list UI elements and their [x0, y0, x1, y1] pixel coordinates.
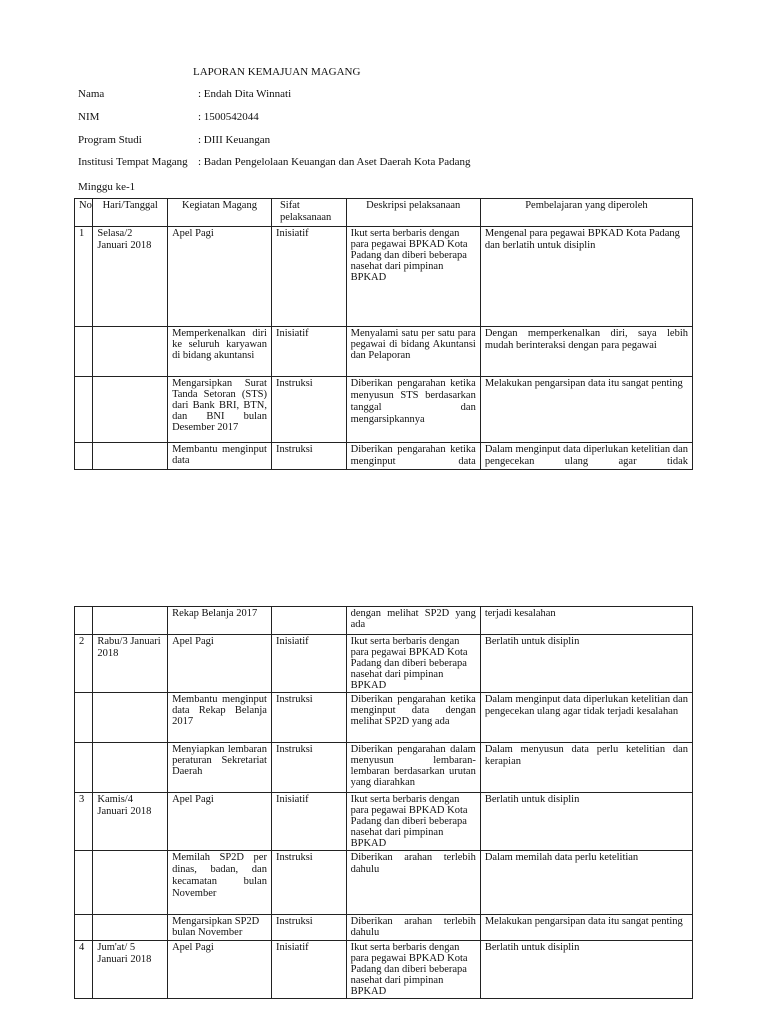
- cell-sifat: Instruksi: [271, 915, 346, 941]
- cell-no: [75, 743, 93, 793]
- cell-kegiatan: Memperkenalkan diri ke seluruh karyawan di bidang akuntansi: [168, 327, 272, 377]
- cell-day: [93, 743, 168, 793]
- cell-no: [75, 607, 93, 635]
- cell-day: [93, 377, 168, 443]
- cell-sifat: Inisiatif: [271, 327, 346, 377]
- cell-no: 4: [75, 941, 93, 999]
- cell-day: [93, 693, 168, 743]
- cell-pembelajaran: Dalam menyusun data perlu ketelitian dan kerapian: [480, 743, 692, 793]
- cell-day: [93, 327, 168, 377]
- cell-kegiatan: Menyiapkan lembaran peraturan Sekretariat Daerah: [168, 743, 272, 793]
- cell-no: [75, 377, 93, 443]
- header-pembelajaran: Pembelajaran yang diperoleh: [480, 199, 692, 227]
- cell-kegiatan: Apel Pagi: [168, 941, 272, 999]
- cell-deskripsi: Ikut serta berbaris dengan para pegawai BPKAD Kota Padang dan diberi beberapa nasehat dari pimpinan BPKAD: [346, 941, 480, 999]
- table-row: [75, 941, 693, 999]
- cell-sifat: Instruksi: [271, 851, 346, 915]
- cell-no: 1: [75, 227, 93, 327]
- cell-kegiatan: Membantu menginput data Rekap Belanja 2017: [168, 693, 272, 743]
- table-row: [75, 327, 693, 377]
- cell-kegiatan: Apel Pagi: [168, 635, 272, 693]
- table-row: [75, 635, 693, 693]
- cell-no: [75, 327, 93, 377]
- cell-deskripsi: dengan melihat SP2D yang ada: [346, 607, 480, 635]
- cell-pembelajaran: Melakukan pengarsipan data itu sangat penting: [480, 377, 692, 443]
- cell-no: 2: [75, 635, 93, 693]
- cell-no: [75, 851, 93, 915]
- cell-deskripsi: Diberikan arahan terlebih dahulu: [346, 851, 480, 915]
- cell-day: [93, 443, 168, 470]
- cell-day: Rabu/3 Januari 2018: [93, 635, 168, 693]
- cell-pembelajaran: Dalam menginput data diperlukan ketelitian dan pengecekan ulang agar tidak: [480, 443, 692, 470]
- table-header-row: [75, 199, 693, 227]
- cell-kegiatan: Rekap Belanja 2017: [168, 607, 272, 635]
- cell-day: Jum'at/ 5 Januari 2018: [93, 941, 168, 999]
- cell-kegiatan: Apel Pagi: [168, 793, 272, 851]
- cell-deskripsi: Diberikan arahan terlebih dahulu: [346, 915, 480, 941]
- table-row: [75, 607, 693, 635]
- cell-pembelajaran: Mengenal para pegawai BPKAD Kota Padang dan berlatih untuk disiplin: [480, 227, 692, 327]
- cell-deskripsi: Ikut serta berbaris dengan para pegawai BPKAD Kota Padang dan diberi beberapa nasehat dari pimpinan BPKAD: [346, 635, 480, 693]
- cell-sifat: Inisiatif: [271, 941, 346, 999]
- cell-pembelajaran: Dengan memperkenalkan diri, saya lebih mudah berinteraksi dengan para pegawai: [480, 327, 692, 377]
- table-row: [75, 851, 693, 915]
- cell-pembelajaran: Berlatih untuk disiplin: [480, 941, 692, 999]
- cell-deskripsi: Diberikan pengarahan ketika menginput data dengan melihat SP2D yang ada: [346, 693, 480, 743]
- report-title: LAPORAN KEMAJUAN MAGANG: [193, 66, 361, 78]
- meta-value: : Badan Pengelolaan Keuangan dan Aset Daerah Kota Padang: [198, 156, 471, 168]
- table-row: [75, 793, 693, 851]
- cell-kegiatan: Membantu menginput data: [168, 443, 272, 470]
- cell-deskripsi: Diberikan pengarahan ketika menyusun STS berdasarkan tanggal dan mengarsipkannya: [346, 377, 480, 443]
- cell-sifat: Instruksi: [271, 743, 346, 793]
- table-row: [75, 377, 693, 443]
- cell-no: [75, 693, 93, 743]
- table-row: [75, 227, 693, 327]
- cell-day: [93, 915, 168, 941]
- week-label: Minggu ke-1: [78, 181, 136, 193]
- meta-label: NIM: [78, 111, 100, 123]
- meta-label: Institusi Tempat Magang: [78, 156, 188, 168]
- cell-pembelajaran: terjadi kesalahan: [480, 607, 692, 635]
- cell-no: [75, 443, 93, 470]
- cell-deskripsi: Diberikan pengarahan ketika menginput data: [346, 443, 480, 470]
- meta-value: : Endah Dita Winnati: [198, 88, 292, 100]
- cell-sifat: Instruksi: [271, 693, 346, 743]
- cell-kegiatan: Mengarsipkan SP2D bulan November: [168, 915, 272, 941]
- cell-kegiatan: Memilah SP2D per dinas, badan, dan kecamatan bulan November: [168, 851, 272, 915]
- header-deskripsi: Deskripsi pelaksanaan: [346, 199, 480, 227]
- cell-deskripsi: Menyalami satu per satu para pegawai di bidang Akuntansi dan Pelaporan: [346, 327, 480, 377]
- cell-no: 3: [75, 793, 93, 851]
- cell-sifat: Inisiatif: [271, 793, 346, 851]
- table-row: [75, 743, 693, 793]
- cell-day: [93, 851, 168, 915]
- meta-value: : DIII Keuangan: [198, 134, 271, 146]
- cell-deskripsi: Ikut serta berbaris dengan para pegawai BPKAD Kota Padang dan diberi beberapa nasehat dari pimpinan BPKAD: [346, 793, 480, 851]
- header-no: No: [75, 199, 93, 227]
- cell-sifat: Inisiatif: [271, 227, 346, 327]
- cell-sifat: Inisiatif: [271, 635, 346, 693]
- cell-pembelajaran: Berlatih untuk disiplin: [480, 793, 692, 851]
- header-sifat: Sifat pelaksanaan: [271, 199, 346, 227]
- table-row: [75, 915, 693, 941]
- cell-sifat: [271, 607, 346, 635]
- cell-kegiatan: Mengarsipkan Surat Tanda Setoran (STS) dari Bank BRI, BTN, dan BNI bulan Desember 2017: [168, 377, 272, 443]
- cell-pembelajaran: Berlatih untuk disiplin: [480, 635, 692, 693]
- cell-pembelajaran: Melakukan pengarsipan data itu sangat penting: [480, 915, 692, 941]
- cell-day: [93, 607, 168, 635]
- cell-pembelajaran: Dalam memilah data perlu ketelitian: [480, 851, 692, 915]
- cell-deskripsi: Ikut serta berbaris dengan para pegawai BPKAD Kota Padang dan diberi beberapa nasehat dari pimpinan BPKAD: [346, 227, 480, 327]
- activity-table-page-1: [74, 198, 693, 470]
- cell-pembelajaran: Dalam menginput data diperlukan ketelitian dan pengecekan ulang agar tidak terjadi kesalahan: [480, 693, 692, 743]
- meta-label: Program Studi: [78, 134, 142, 146]
- cell-kegiatan: Apel Pagi: [168, 227, 272, 327]
- header-kegiatan: Kegiatan Magang: [168, 199, 272, 227]
- cell-day: Kamis/4 Januari 2018: [93, 793, 168, 851]
- cell-day: Selasa/2 Januari 2018: [93, 227, 168, 327]
- activity-table-page-2: [74, 606, 693, 999]
- header-day: Hari/Tanggal: [93, 199, 168, 227]
- cell-deskripsi: Diberikan pengarahan dalam menyusun lembaran-lembaran berdasarkan urutan yang diarahkan: [346, 743, 480, 793]
- table-row: [75, 693, 693, 743]
- cell-sifat: Instruksi: [271, 443, 346, 470]
- cell-sifat: Instruksi: [271, 377, 346, 443]
- meta-label: Nama: [78, 88, 105, 100]
- meta-value: : 1500542044: [198, 111, 259, 123]
- table-row: [75, 443, 693, 470]
- cell-no: [75, 915, 93, 941]
